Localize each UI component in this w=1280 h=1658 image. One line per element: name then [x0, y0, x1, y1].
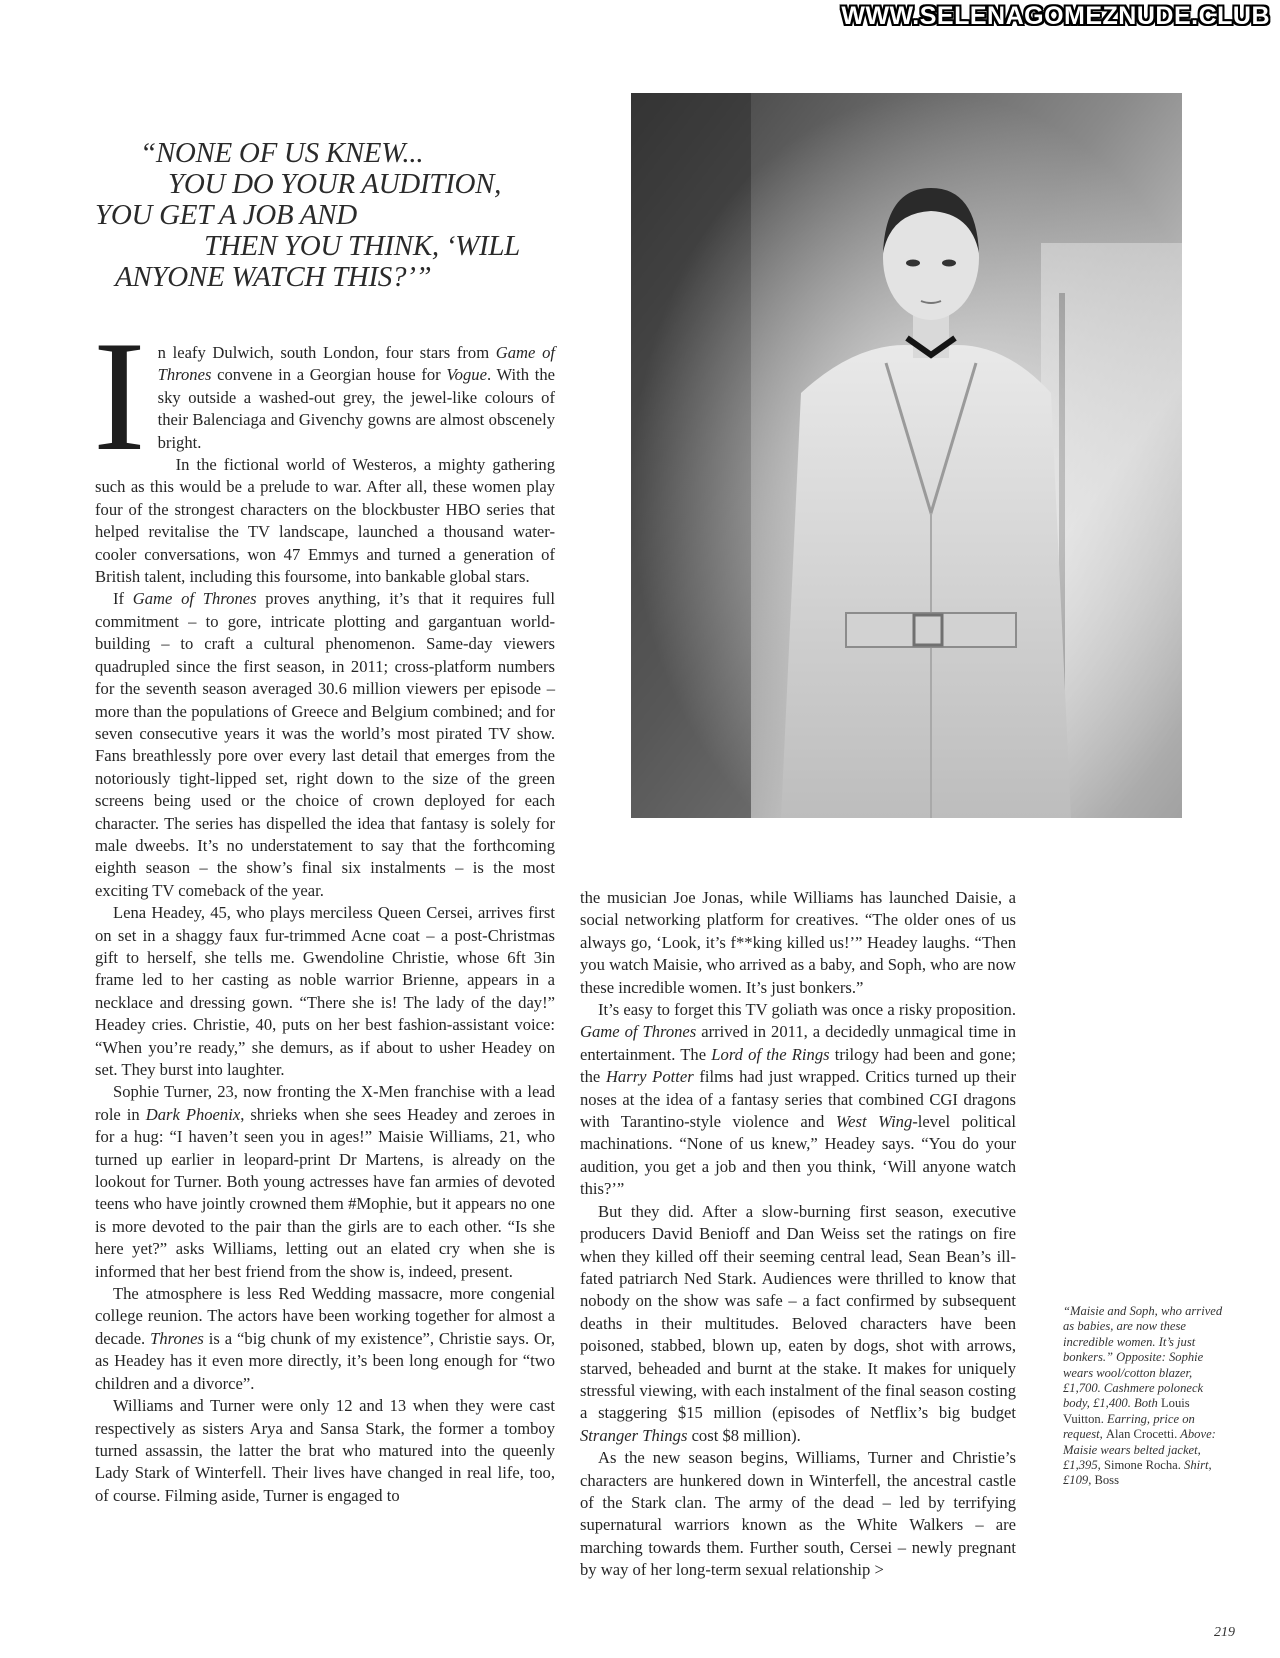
portrait-photo	[631, 93, 1182, 818]
drop-cap: I	[93, 309, 146, 484]
pull-quote-line: YOU GET A JOB AND	[95, 199, 357, 231]
pull-quote	[95, 138, 575, 293]
article-paragraph: It’s easy to forget this TV goliath was once a risky proposition. Game of Thrones arrived in 2011, a decidedly unmagical time in entertainment. The Lord of the Rings trilogy had been and gone; the Harry Potter films had just wrapped. Critics turned up their noses at the idea of a fantasy series that combined CGI dragons with Tarantino-style violence and West Wing-level political machinations. “None of us knew,” Headey says. “You do your audition, you get a job and then you think, ‘Will anyone watch this?’”	[580, 1000, 1017, 1199]
article-paragraph: But they did. After a slow-burning first season, executive producers David Benioff and Dan Weiss set the ratings on fire when they killed off their seeming central lead, Sean Bean’s ill-fated patriarch Ned Stark. Audiences were thrilled to know that nobody on the show was safe – a fact confirmed by subsequent deaths in their multitudes. Beloved characters have been poisoned, stabbed, blown up, eaten by dogs, shot with arrows, starved, beheaded and burnt at the stake. It makes for uniquely stressful viewing, with each instalment of the final season costing a staggering $15 million (episodes of Netflix’s big budget Stranger Things cost $8 million).	[580, 1201, 1016, 1445]
article-paragraph: Sophie Turner, 23, now fronting the X-Men franchise with a lead role in Dark Phoenix, shrieks when she sees Headey and zeroes in for a hug: “I haven’t seen you in ages!” Maisie Williams, 21, who turned up earlier in leopard-print Dr Martens, is already on the lookout for Turner. Both young actresses have fan armies of devoted teens who have jointly crowned them #Mophie, but it appears no one is more devoted to the pair than the girls are to each other. “Is she here yet?” asks Williams, letting out an elated cry when she is informed that her best friend from the show is, indeed, present.	[95, 1082, 556, 1281]
page-number: 219	[1214, 1625, 1235, 1640]
article-column-left	[93, 309, 556, 1507]
photo-caption: “Maisie and Soph, who arrived as babies, are now these incredible women. It’s just bonkers.” Opposite: Sophie wears wool/cotton blazer, £1,700. Cashmere poloneck body, £1,400. Both Louis Vuitton. Earring, price on request, Alan Crocetti. Above: Maisie wears belted jacket, £1,395, Simone Rocha. Shirt, £109, Boss	[1063, 1304, 1223, 1488]
pull-quote-line: YOU DO YOUR AUDITION,	[168, 168, 502, 200]
watermark: WWW.SELENAGOMEZNUDE.CLUB	[841, 2, 1270, 30]
article-paragraph: In the fictional world of Westeros, a mighty gathering such as this would be a prelude to war. After all, these women play four of the strongest characters on the blockbuster HBO series that helped revitalise the TV landscape, launched a thousand water-cooler conversations, won 47 Emmys and turned a generation of British talent, including this foursome, into bankable global stars.	[95, 455, 555, 587]
pull-quote-line: THEN YOU THINK, ‘WILL	[204, 230, 520, 262]
article-paragraph: The atmosphere is less Red Wedding massacre, more congenial college reunion. The actors have been working together for almost a decade. Thrones is a “big chunk of my existence”, Christie says. Or, as Headey has it even more directly, it’s been long enough for “two children and a divorce”.	[95, 1284, 555, 1393]
pull-quote-line: ANYONE WATCH THIS?’”	[115, 261, 432, 293]
article-paragraph: In leafy Dulwich, south London, four stars from Game of Thrones convene in a Georgian house for Vogue. With the sky outside a washed-out grey, the jewel-like colours of their Balenciaga and Givenchy gowns are almost obscenely bright.	[93, 309, 555, 484]
pull-quote-line: “NONE OF US KNEW...	[140, 137, 424, 169]
portrait-photo-image	[631, 93, 1182, 818]
article-paragraph: Lena Headey, 45, who plays merciless Queen Cersei, arrives first on set in a shaggy faux fur-trimmed Acne coat – a post-Christmas gift to herself, she tells me. Gwendoline Christie, whose 6ft 3in frame led to her casting as noble warrior Brienne, appears in a necklace and dressing gown. “There she is! The lady of the day!” Headey cries. Christie, 40, puts on her best fashion-assistant voice: “When you’re ready,” she demurs, as if about to usher Headey on set. They burst into laughter.	[95, 903, 555, 1079]
article-paragraph: As the new season begins, Williams, Turner and Christie’s characters are hunkered down in Winterfell, the ancestral castle of the Stark clan. The army of the dead – led by terrifying supernatural warriors known as the White Walkers – are marching towards them. Further south, Cersei – newly pregnant by way of her long-term sexual relationship >	[580, 1448, 1016, 1580]
article-column-right	[580, 887, 1016, 1582]
article-paragraph: Williams and Turner were only 12 and 13 when they were cast respectively as sisters Arya and Sansa Stark, the former a tomboy turned assassin, the latter the brat who matured into the queenly Lady Stark of Winterfell. Their lives have changed in real life, too, of course. Filming aside, Turner is engaged to	[95, 1396, 555, 1505]
article-paragraph: If Game of Thrones proves anything, it’s that it requires full commitment – to gore, intricate plotting and gargantuan world-building – to craft a cultural phenomenon. Same-day viewers quadrupled since the first season, in 2011; cross-platform numbers for the seventh season averaged 30.6 million viewers per episode – more than the populations of Greece and Belgium combined; and for seven consecutive years it was the world’s most pirated TV show. Fans breathlessly pore over every last detail that emerges from the notoriously tight-lipped set, right down to the size of the green screens being used or the choice of crown deployed for each character. The series has dispelled the idea that fantasy is solely for male dweebs. It’s no understatement to say that the forthcoming eighth season – the show’s final six instalments – is the most exciting TV comeback of the year.	[95, 589, 555, 900]
article-paragraph: the musician Joe Jonas, while Williams has launched Daisie, a social networking platform for creatives. “The older ones of us always go, ‘Look, it’s f**king killed us!’” Headey laughs. “Then you watch Maisie, who arrived as a baby, and Soph, who are now these incredible women. It’s just bonkers.”	[580, 888, 1016, 997]
